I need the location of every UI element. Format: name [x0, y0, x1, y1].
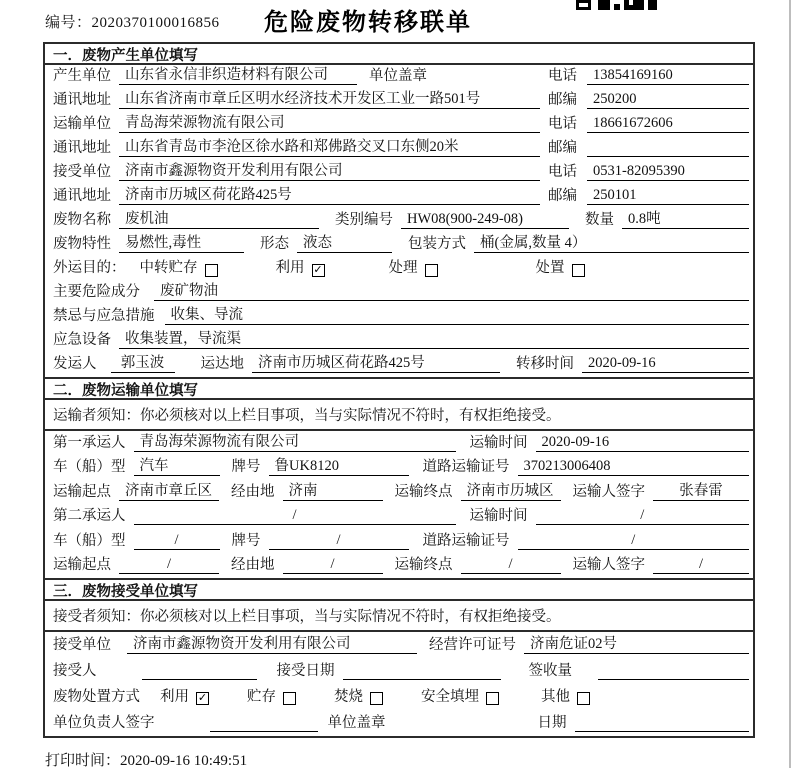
row-waste-name: [45, 209, 753, 233]
carrier-signature-value: 张春雷: [653, 484, 749, 501]
produce-zip-value: 250200: [587, 92, 749, 109]
responsible-signature-value: [210, 716, 318, 732]
carrier-signature-label: 运输人签字: [572, 557, 645, 574]
row-transport-unit: [45, 113, 753, 137]
row-receive-unit: [45, 161, 753, 185]
receive-unit-label: 接受单位: [53, 164, 111, 181]
carrier-signature-2-value: /: [653, 557, 749, 574]
print-time: [45, 749, 247, 768]
phone-label: 电话: [548, 68, 577, 85]
transfer-form-table: [43, 42, 755, 738]
route-via-2-value: /: [283, 557, 383, 574]
disposal-incinerate-label: 焚烧: [334, 689, 363, 706]
zip-label: 邮编: [548, 188, 577, 205]
row-route-2: [45, 554, 753, 579]
received-amount-label: 签收量: [528, 663, 572, 680]
transport-unit-value: 青岛海荣源物流有限公司: [119, 116, 540, 133]
row-outbound-purpose: [45, 257, 753, 281]
route-start-label: 运输起点: [53, 557, 111, 574]
produce-unit-value: 山东省永信非织造材料有限公司: [119, 68, 357, 85]
section3-title: 三．废物接受单位填写: [45, 578, 753, 601]
quantity-label: 数量: [585, 212, 614, 229]
row-second-carrier: [45, 505, 753, 530]
page-edge-line: [789, 0, 791, 768]
sender-value: 郭玉波: [111, 356, 175, 373]
section1-title: 一．废物产生单位填写: [45, 44, 753, 65]
disposal-landfill-label: 安全填埋: [421, 689, 479, 706]
row-sender: [45, 353, 753, 377]
purpose-option-dispose-label: 处置: [535, 260, 565, 277]
route-start-label: 运输起点: [53, 483, 111, 500]
row-vehicle-1: [45, 456, 753, 481]
page-title: 危险废物转移联单: [264, 9, 472, 36]
transport-zip-value: [587, 141, 749, 157]
route-end-2-value: /: [461, 557, 561, 574]
row-first-carrier: [45, 431, 753, 456]
row-produce-unit: [45, 65, 753, 89]
received-amount-value: [598, 664, 749, 680]
waste-property-value: 易燃性,毒性: [119, 236, 244, 253]
transport-time-label: 运输时间: [469, 434, 528, 451]
disposal-utilize-label: 利用: [160, 689, 189, 706]
sender-label: 发运人: [53, 356, 97, 373]
route-start-value: 济南市章丘区: [119, 484, 219, 501]
transport-unit-label: 运输单位: [53, 116, 111, 133]
print-time-value: 2020-09-16 10:49:51: [120, 753, 248, 768]
purpose-option-treat-label: 处理: [388, 260, 418, 277]
second-carrier-label: 第二承运人: [53, 508, 126, 525]
category-code-value: HW08(900-249-08): [401, 212, 569, 229]
purpose-option-storage-label: 中转贮存: [139, 260, 198, 277]
disposal-incinerate-checkbox: [370, 692, 383, 705]
taboo-measures-label: 禁忌与应急措施: [53, 308, 155, 325]
unit-seal-label: 单位盖章: [327, 715, 386, 732]
receive-zip-value: 250101: [587, 188, 749, 205]
responsible-signature-label: 单位负责人签字: [53, 715, 155, 732]
unit-seal-label: 单位盖章: [369, 68, 427, 85]
row-receive-address: [45, 185, 753, 209]
print-time-label: 打印时间：: [45, 753, 121, 768]
address-label: 通讯地址: [53, 188, 111, 205]
category-code-label: 类别编号: [335, 212, 393, 229]
row-transport-address: [45, 137, 753, 161]
route-via-value: 济南: [283, 484, 383, 501]
disposal-other-label: 其他: [541, 689, 570, 706]
transport-address-value: 山东省青岛市李沧区徐水路和郑佛路交叉口东侧20米: [119, 140, 540, 157]
transfer-time-value: 2020-09-16: [582, 356, 749, 373]
destination-value: 济南市历城区荷花路425号: [252, 356, 500, 373]
hazard-component-label: 主要危险成分: [53, 284, 140, 301]
route-via-label: 经由地: [231, 557, 275, 574]
row-vehicle-2: [45, 529, 753, 554]
disposal-storage-checkbox: [283, 692, 296, 705]
vehicle-type-2-value: /: [134, 533, 220, 550]
address-label: 通讯地址: [53, 92, 111, 109]
section3: [45, 578, 753, 736]
transport-time-label: 运输时间: [469, 508, 528, 525]
vehicle-type-value: 汽车: [134, 459, 220, 476]
receiver-label: 接受人: [53, 663, 97, 680]
purpose-option-utilize-label: 利用: [275, 260, 305, 277]
packing-value: 桶(金属,数量 4）: [474, 236, 749, 253]
vehicle-type-label: 车（船）型: [53, 532, 126, 549]
emergency-equipment-label: 应急设备: [53, 332, 111, 349]
transport-time-2-value: /: [536, 508, 750, 525]
plate-label: 牌号: [231, 532, 261, 549]
row-taboo-measures: [45, 305, 753, 329]
plate-2-value: /: [269, 533, 409, 550]
accept-date-label: 接受日期: [276, 663, 335, 680]
purpose-treat-checkbox: [425, 264, 438, 277]
receive-address-value: 济南市历城区荷花路425号: [119, 188, 540, 205]
transfer-time-label: 转移时间: [516, 356, 574, 373]
serial-label: 编号：: [45, 15, 92, 31]
row-produce-address: [45, 89, 753, 113]
receiver-notice: 接受者须知：你必须核对以上栏目事项，当与实际情况不符时，有权拒绝接受。: [45, 601, 753, 632]
route-end-label: 运输终点: [394, 483, 453, 500]
row-route-1: [45, 480, 753, 505]
receiver-value: [142, 664, 257, 680]
road-cert-2-value: /: [518, 533, 750, 550]
business-license-value: 济南危证02号: [524, 637, 749, 654]
receive-unit-value: 济南市鑫源物资开发利用有限公司: [119, 164, 540, 181]
purpose-dispose-checkbox: [572, 264, 585, 277]
row-waste-property: [45, 233, 753, 257]
receive-phone-value: 0531-82095390: [587, 164, 749, 181]
serial-value: 2020370100016856: [91, 15, 220, 31]
disposal-method-label: 废物处置方式: [53, 689, 140, 706]
destination-label: 运达地: [200, 356, 244, 373]
transport-phone-value: 18661672606: [587, 116, 749, 133]
zip-label: 邮编: [548, 92, 577, 109]
plate-label: 牌号: [231, 459, 261, 476]
route-via-label: 经由地: [231, 483, 275, 500]
route-start-2-value: /: [119, 557, 219, 574]
transport-time-value: 2020-09-16: [536, 435, 750, 452]
date-label: 日期: [537, 715, 567, 732]
row-hazard-component: [45, 281, 753, 305]
section2: [45, 377, 753, 578]
produce-address-value: 山东省济南市章丘区明水经济技术开发区工业一路501号: [119, 92, 540, 109]
packing-label: 包装方式: [408, 236, 466, 253]
road-cert-label: 道路运输证号: [422, 459, 510, 476]
first-carrier-value: 青岛海荣源物流有限公司: [134, 435, 456, 452]
section2-title: 二．废物运输单位填写: [45, 377, 753, 400]
phone-label: 电话: [548, 164, 577, 181]
date-value: [575, 716, 750, 732]
address-label: 通讯地址: [53, 140, 111, 157]
route-end-value: 济南市历城区: [461, 484, 561, 501]
hazard-component-value: 废矿物油: [154, 284, 749, 301]
waste-name-label: 废物名称: [53, 212, 111, 229]
produce-unit-label: 产生单位: [53, 68, 111, 85]
accept-date-value: [343, 664, 501, 680]
accept-unit-label: 接受单位: [53, 637, 111, 654]
plate-value: 鲁UK8120: [269, 459, 409, 476]
second-carrier-value: /: [134, 508, 456, 525]
row-disposal-method: [45, 684, 753, 710]
row-responsible-signature: [45, 710, 753, 736]
row-emergency-equipment: [45, 329, 753, 353]
purpose-utilize-checkbox: ✓: [313, 262, 323, 276]
emergency-equipment-value: 收集装置，导流渠: [119, 332, 749, 349]
carrier-signature-label: 运输人签字: [572, 483, 645, 500]
disposal-landfill-checkbox: [486, 692, 499, 705]
qr-code-icon: [576, 0, 658, 11]
produce-phone-value: 13854169160: [587, 68, 749, 85]
transporter-notice: 运输者须知：你必须核对以上栏目事项，当与实际情况不符时，有权拒绝接受。: [45, 400, 753, 431]
row-receiver: [45, 658, 753, 684]
form-state-value: 液态: [297, 236, 392, 253]
first-carrier-label: 第一承运人: [53, 434, 126, 451]
vehicle-type-label: 车（船）型: [53, 459, 126, 476]
purpose-label: 外运目的：: [53, 260, 126, 277]
business-license-label: 经营许可证号: [429, 637, 516, 654]
purpose-storage-checkbox: [205, 264, 218, 277]
taboo-measures-value: 收集、导流: [165, 308, 750, 325]
zip-label: 邮编: [548, 140, 577, 157]
road-cert-label: 道路运输证号: [422, 532, 510, 549]
waste-property-label: 废物特性: [53, 236, 111, 253]
disposal-other-checkbox: [577, 692, 590, 705]
row-accept-unit: [45, 632, 753, 658]
disposal-utilize-checkbox: ✓: [197, 690, 208, 704]
road-cert-value: 370213006408: [518, 459, 750, 476]
accept-unit-value: 济南市鑫源物资开发利用有限公司: [127, 637, 417, 654]
phone-label: 电话: [548, 116, 577, 133]
form-state-label: 形态: [260, 236, 289, 253]
waste-name-value: 废机油: [119, 212, 319, 229]
quantity-value: 0.8吨: [622, 212, 749, 229]
disposal-storage-label: 贮存: [247, 689, 276, 706]
route-end-label: 运输终点: [394, 557, 453, 574]
